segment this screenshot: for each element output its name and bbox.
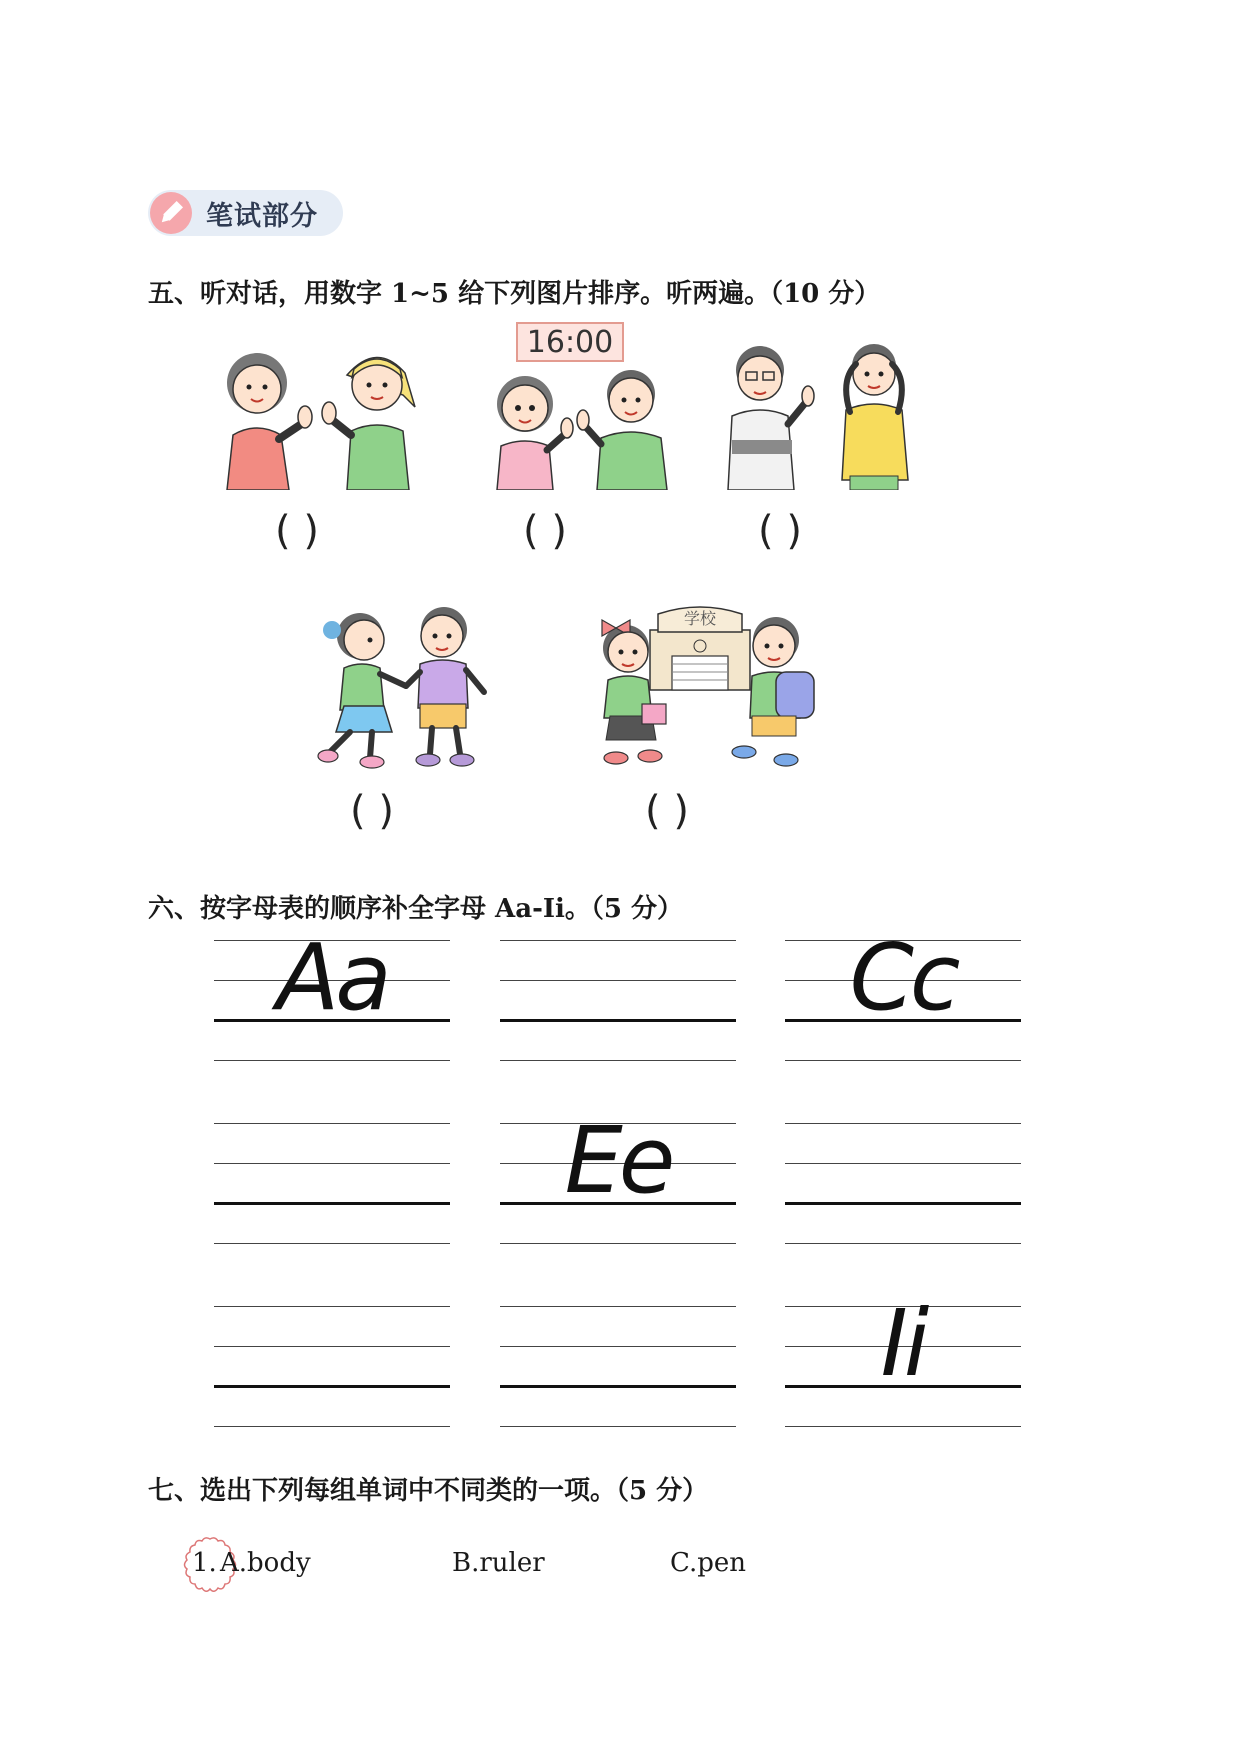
girls-greeting-illustration	[205, 335, 445, 490]
afternoon-greeting-illustration	[485, 360, 675, 490]
pencil-icon	[150, 192, 192, 234]
letter-cell-1[interactable]	[214, 924, 450, 1070]
girl-right	[322, 357, 415, 490]
letter-pair: Aa	[276, 924, 388, 1031]
letter-cell-2[interactable]	[500, 940, 736, 1070]
q6-title: 六、按字母表的顺序补全字母 Aa-Ii。（5 分）	[148, 894, 684, 924]
q7-item-number: 1.	[192, 1548, 217, 1578]
boy-glasses	[728, 346, 814, 490]
school-sign-text: 学校	[683, 609, 717, 628]
clock-display: 16:00	[516, 322, 624, 362]
q7-option-a[interactable]: A.body	[220, 1548, 311, 1578]
letter-pair: Ee	[564, 1107, 672, 1214]
letter-cell-3[interactable]	[785, 924, 1021, 1070]
handshake-illustration	[310, 600, 495, 770]
answer-blank-3[interactable]: ( )	[758, 508, 802, 554]
section-badge-label: 笔试部分	[206, 200, 318, 232]
letter-cell-5[interactable]	[500, 1107, 736, 1253]
letter-cell-7[interactable]	[214, 1306, 450, 1436]
letter-cell-4[interactable]	[214, 1123, 450, 1253]
answer-blank-5[interactable]: ( )	[645, 788, 689, 834]
letter-pair: Ii	[880, 1290, 926, 1397]
boy	[577, 370, 667, 490]
answer-blank-4[interactable]: ( )	[350, 788, 394, 834]
letter-pair: Cc	[849, 924, 957, 1031]
q5-title: 五、听对话，用数字 1~5 给下列图片排序。听两遍。（10 分）	[148, 279, 881, 309]
q7-title: 七、选出下列每组单词中不同类的一项。（5 分）	[148, 1476, 709, 1506]
letter-cell-9[interactable]	[785, 1290, 1021, 1436]
girl	[497, 376, 573, 490]
letter-cell-8[interactable]	[500, 1306, 736, 1436]
letter-cell-6[interactable]	[785, 1123, 1021, 1253]
girl-left	[227, 353, 312, 490]
q7-option-c[interactable]: C.pen	[670, 1548, 747, 1578]
answer-blank-2[interactable]: ( )	[523, 508, 567, 554]
girl-ponytail	[318, 613, 406, 768]
boy-hoodie	[842, 344, 908, 490]
boy-number-seven	[406, 607, 484, 766]
school-gate	[650, 607, 750, 690]
answer-blank-1[interactable]: ( )	[275, 508, 319, 554]
section-badge	[148, 190, 343, 236]
school-gate-illustration	[580, 600, 820, 770]
q7-option-b[interactable]: B.ruler	[452, 1548, 545, 1578]
boys-greeting-illustration	[710, 340, 925, 490]
